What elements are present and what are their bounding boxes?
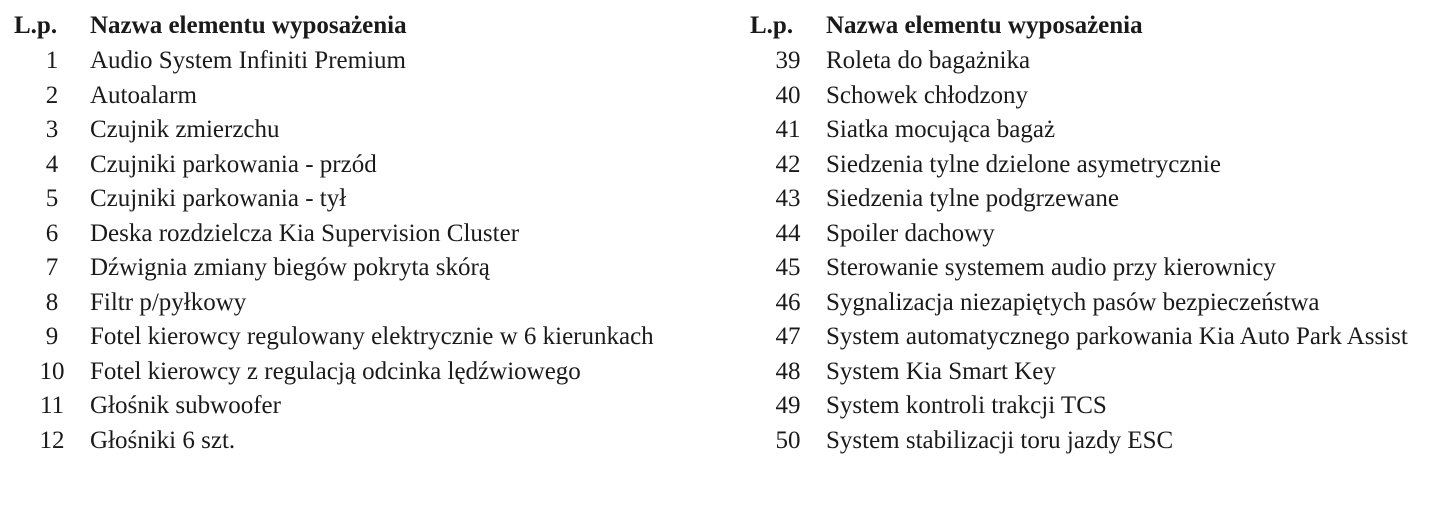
row-item-name: Siedzenia tylne dzielone asymetrycznie [826, 150, 1221, 178]
row-item-name: System kontroli trakcji TCS [826, 392, 1107, 419]
table-row [750, 44, 1440, 79]
row-number: 47 [775, 323, 801, 350]
table-row [14, 424, 714, 459]
table-body [750, 44, 1440, 458]
column-header-name: Nazwa elementu wyposażenia [90, 12, 407, 39]
row-number: 48 [775, 357, 801, 385]
table-row [14, 113, 714, 148]
table-row [14, 320, 714, 355]
row-item-name: System automatycznego parkowania Kia Auto Park Assist [826, 323, 1408, 350]
row-number: 12 [39, 426, 65, 454]
row-number: 49 [775, 392, 801, 419]
row-number: 42 [775, 150, 801, 178]
row-item-name: Audio System Infiniti Premium [90, 47, 406, 74]
row-number: 2 [45, 81, 59, 109]
row-number: 44 [775, 219, 801, 247]
row-number: 39 [775, 47, 801, 74]
row-item-name: Schowek chłodzony [826, 81, 1029, 109]
row-item-name: Spoiler dachowy [826, 219, 995, 247]
table-row [14, 182, 714, 217]
row-number: 3 [45, 116, 59, 143]
row-number: 1 [45, 47, 59, 74]
row-number: 41 [775, 116, 801, 143]
table-body [14, 44, 714, 458]
row-item-name: Roleta do bagażnika [826, 47, 1031, 74]
row-item-name: System Kia Smart Key [826, 357, 1056, 385]
row-number: 7 [45, 254, 59, 281]
row-item-name: Czujniki parkowania - tył [90, 185, 347, 212]
table-row [14, 389, 714, 424]
table-row [14, 251, 714, 286]
table-row [14, 79, 714, 114]
table-row [750, 251, 1440, 286]
equipment-table-right [750, 8, 1440, 458]
row-item-name: Deska rozdzielcza Kia Supervision Cluster [90, 219, 520, 247]
row-number: 8 [45, 288, 59, 316]
row-item-name: Czujnik zmierzchu [90, 116, 280, 143]
table-row [14, 217, 714, 252]
row-item-name: Głośniki 6 szt. [90, 426, 236, 454]
table-row [750, 79, 1440, 114]
table-row [14, 44, 714, 79]
table-row [750, 355, 1440, 390]
row-number: 46 [775, 288, 801, 316]
row-number: 45 [775, 254, 801, 281]
table-row [750, 286, 1440, 321]
table-row [14, 355, 714, 390]
row-number: 5 [45, 185, 59, 212]
row-item-name: Głośnik subwoofer [90, 392, 281, 419]
row-item-name: Autoalarm [90, 81, 197, 109]
row-item-name: Czujniki parkowania - przód [90, 150, 377, 178]
row-number: 40 [775, 81, 801, 109]
row-item-name: Filtr p/pyłkowy [90, 288, 247, 316]
table-header [14, 8, 714, 44]
row-item-name: Dźwignia zmiany biegów pokryta skórą [90, 254, 490, 281]
table-row [750, 320, 1440, 355]
row-number: 9 [45, 323, 59, 350]
table-row [750, 424, 1440, 459]
table-row [750, 182, 1440, 217]
row-item-name: Fotel kierowcy regulowany elektrycznie w 6 kierunkach [90, 323, 654, 350]
table-row [750, 148, 1440, 183]
row-number: 11 [39, 392, 65, 419]
row-item-name: Siedzenia tylne podgrzewane [826, 185, 1119, 212]
row-item-name: Fotel kierowcy z regulacją odcinka lędźwiowego [90, 357, 581, 385]
table-row [750, 113, 1440, 148]
table-row [750, 389, 1440, 424]
equipment-table-left [14, 8, 714, 458]
table-row [14, 148, 714, 183]
table-row [750, 217, 1440, 252]
row-item-name: Sygnalizacja niezapiętych pasów bezpieczeństwa [826, 288, 1320, 316]
row-item-name: System stabilizacji toru jazdy ESC [826, 426, 1174, 454]
column-header-number: L.p. [750, 12, 794, 39]
table-header [750, 8, 1440, 44]
column-header-name: Nazwa elementu wyposażenia [826, 12, 1143, 39]
row-number: 50 [775, 426, 801, 454]
row-number: 4 [45, 150, 59, 178]
row-number: 43 [775, 185, 801, 212]
table-row [14, 286, 714, 321]
column-header-number: L.p. [14, 12, 58, 39]
row-number: 10 [39, 357, 65, 385]
row-item-name: Sterowanie systemem audio przy kierownicy [826, 254, 1276, 281]
row-number: 6 [45, 219, 59, 247]
row-item-name: Siatka mocująca bagaż [826, 116, 1056, 143]
